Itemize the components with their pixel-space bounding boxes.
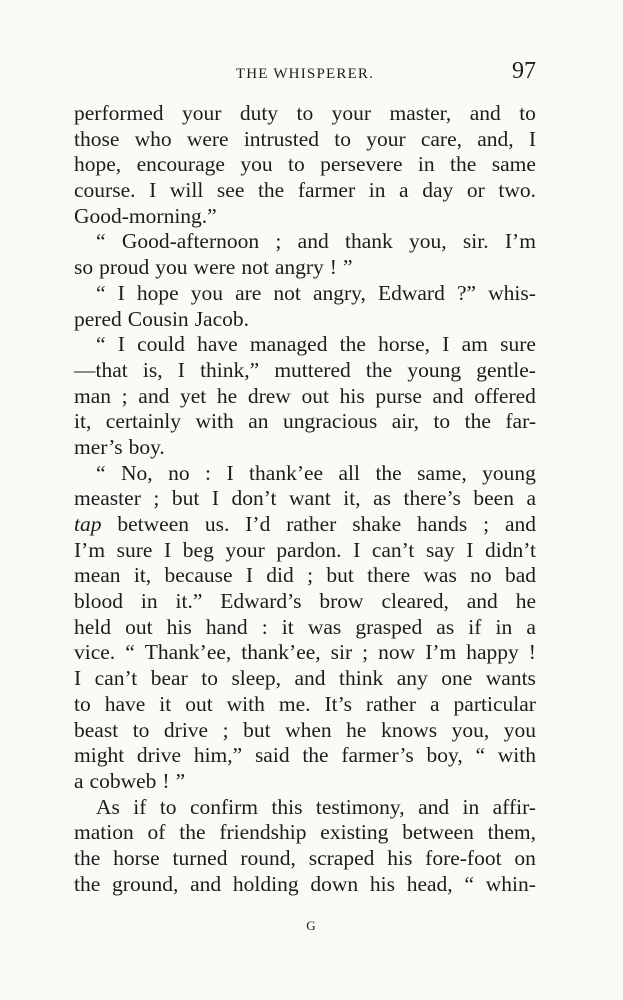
page-number: 97 [512,58,536,84]
text-line: mer’s boy. [74,434,165,459]
text-line: vice. “ Thank’ee, thank’ee, sir ; now I’m happy ! [74,640,536,665]
text-line: “ Good-afternoon ; and thank you, sir. I’m [96,229,536,254]
text-line: tap between us. I’d rather shake hands ; and [74,512,536,536]
text-line: held out his hand : it was grasped as if in a [74,614,536,639]
text-line: “ No, no : I thank’ee all the same, young [96,460,536,485]
text-line: beast to drive ; but when he knows you, you [74,717,536,742]
running-title: THE WHISPERER. [235,66,375,82]
body-text [74,101,536,897]
text-line: the ground, and holding down his head, “ whin- [74,871,536,896]
text-line: blood in it.” Edward’s brow cleared, and he [74,589,536,614]
signature-mark: G [306,918,317,933]
text-line: “ I could have managed the horse, I am sure [96,332,536,357]
text-line: it, certainly with an ungracious air, to the far- [74,409,536,434]
text-line: I’m sure I beg your pardon. I can’t say I didn’t [74,537,536,562]
text-line: hope, encourage you to persevere in the same [74,152,536,177]
text-line: —that is, I think,” muttered the young gentle- [74,357,536,382]
text-line: “ I hope you are not angry, Edward ?” whis- [96,280,536,305]
text-line: mean it, because I did ; but there was no bad [74,563,536,588]
text-line: might drive him,” said the farmer’s boy, “ with [74,743,536,768]
text-line: I can’t bear to sleep, and think any one wants [74,666,536,691]
text-line: Good-morning.” [74,203,217,228]
text-line: measter ; but I don’t want it, as there’s been a [74,486,536,511]
text-line: those who were intrusted to your care, and, I [74,126,536,151]
text-line: the horse turned round, scraped his fore-foot on [74,845,536,870]
text-line: performed your duty to your master, and to [74,101,536,125]
text-line: a cobweb ! ” [74,768,186,793]
text-line: As if to confirm this testimony, and in affir- [96,794,536,819]
text-line: mation of the friendship existing between them, [74,820,536,845]
text-line: to have it out with me. It’s rather a particular [74,691,536,716]
page-header [74,58,536,94]
text-line: course. I will see the farmer in a day or two. [74,178,536,203]
text-line: man ; and yet he drew out his purse and offered [74,383,536,408]
text-line: so proud you were not angry ! ” [74,255,353,280]
text-line: pered Cousin Jacob. [74,306,250,331]
